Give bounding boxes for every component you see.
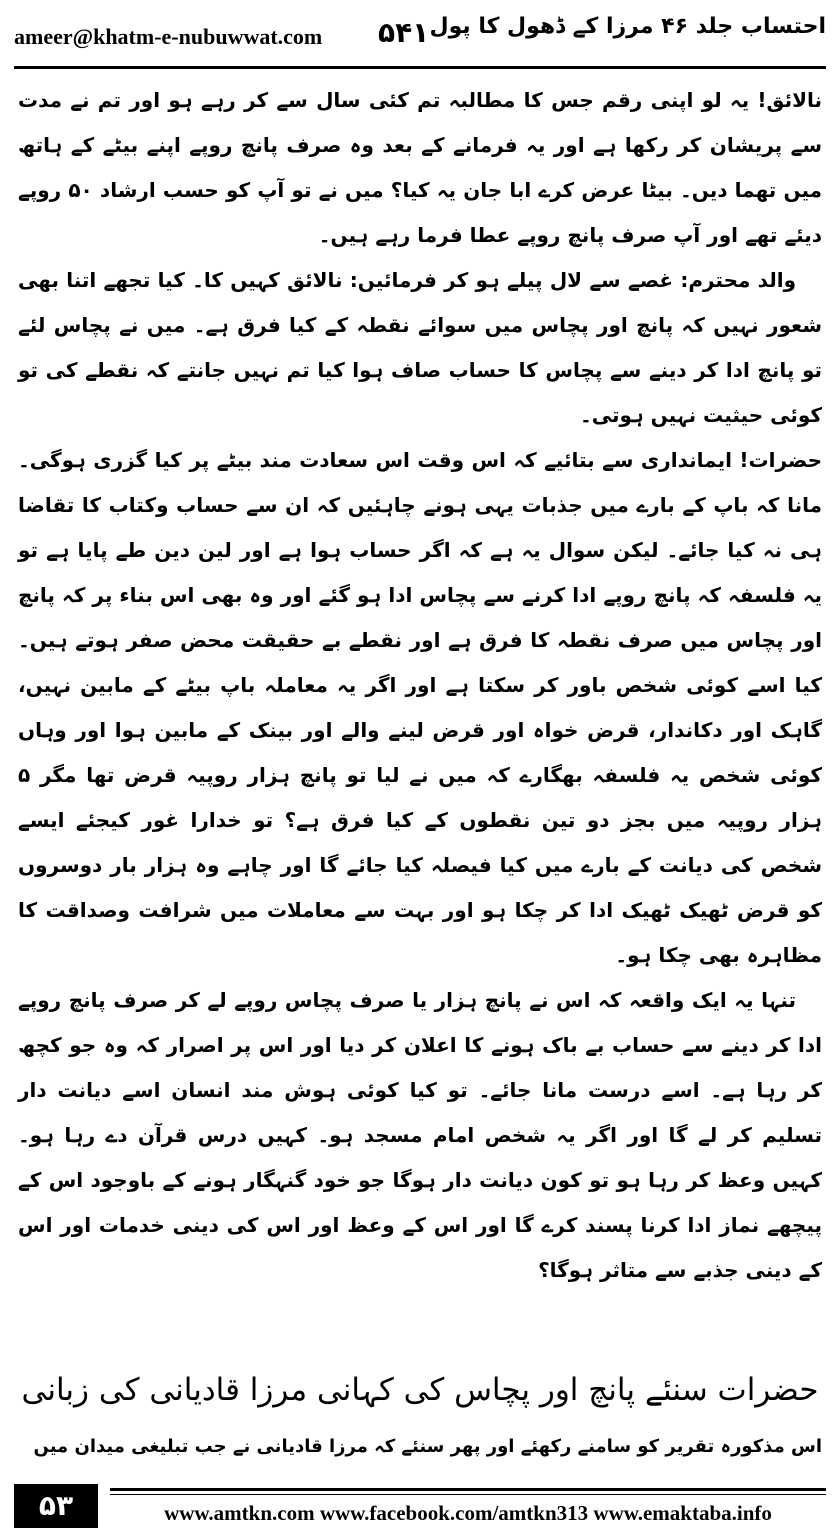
page-header [14,6,826,64]
header-title: احتساب جلد ۴۶ مرزا کے ڈھول کا پول [429,14,826,39]
header-email: ameer@khatm-e-nubuwwat.com [14,24,323,49]
paragraph-3: حضرات! ایمانداری سے بتائیے کہ اس وقت اس سعادت مند بیٹے پر کیا گزری ہوگی۔ مانا کہ باپ کے بارے میں جذبات یہی ہونے چاہئیں کہ ان سے حساب وکتاب کا تقاضا ہی نہ کیا جائے۔ لیکن سوال یہ ہے کہ اگر حساب ہوا ہے اور لین دین طے پایا ہے تو یہ فلسفہ کہ پانچ روپے ادا کرنے سے پچاس ادا ہو گئے اور وہ بھی اس بناء پر کہ پانچ اور پچاس میں صرف نقطہ کا فرق ہے اور نقطے بے حقیقت محض صفر ہوتے ہیں۔ کیا اسے کوئی شخص باور کر سکتا ہے اور اگر یہ معاملہ باپ بیٹے کے مابین نہیں، گاہک اور دکاندار، قرض خواہ اور قرض لینے والے اور بینک کے مابین ہوا اور وہاں کوئی شخص یہ فلسفہ بھگارے کہ میں نے لیا تو پانچ ہزار روپیہ قرض تھا مگر ۵ ہزار روپیہ میں بجز دو تین نقطوں کے کیا فرق ہے؟ تو خدارا غور کیجئے ایسے شخص کی دیانت کے بارے میں کیا فیصلہ کیا جائے گا اور چاہے وہ ہزار بار دوسروں کو قرض ٹھیک ٹھیک ادا کر چکا ہو اور بہت سے معاملات میں شرافت وصداقت کا مظاہرہ بھی چکا ہو۔ [18,448,822,967]
paragraph-2: والد محترم: غصے سے لال پیلے ہو کر فرمائیں: نالائق کہیں کا۔ کیا تجھے اتنا بھی شعور نہیں کہ پانچ اور پچاس میں سوائے نقطہ کے کیا فرق ہے۔ میں نے پچاس لئے تو پانچ ادا کر دینے سے پچاس کا حساب صاف ہوا کیا تم نہیں جانتے کہ نقطے کی تو کوئی حیثیت نہیں ہوتی۔ [18,268,822,427]
paragraph-4: تنہا یہ ایک واقعہ کہ اس نے پانچ ہزار یا صرف پچاس روپے لے کر صرف پانچ روپے ادا کر دینے سے حساب بے باک ہونے کا اعلان کر دیا اور اس پر اصرار کہ وہ جو کچھ کر رہا ہے۔ اسے درست مانا جائے۔ تو کیا کوئی ہوش مند انسان اسے دیانت دار تسلیم کر لے گا اور اگر یہ شخص امام مسجد ہو۔ کہیں درس قرآن دے رہا ہو۔ کہیں وعظ کر رہا ہو تو کون دیانت دار ہوگا جو خود گنہگار ہونے کے باوجود اس کے پیچھے نماز ادا کرنا پسند کرے گا اور اس کے وعظ اور اس کی دینی خدمات اور اس کے دینی جذبے سے متاثر ہوگا؟ [18,988,822,1282]
paragraph-1: نالائق! یہ لو اپنی رقم جس کا مطالبہ تم کئی سال سے کر رہے ہو اور تم نے مدت سے پریشان کر رکھا ہے اور یہ فرمانے کے بعد وہ صرف پانچ روپے اپنے بیٹے کے ہاتھ میں تھما دیں۔ بیٹا عرض کرے ابا جان یہ کیا؟ میں نے تو آپ کو حسب ارشاد ۵۰ روپے دیئے تھے اور آپ صرف پانچ روپے عطا فرما رہے ہیں۔ [18,88,822,247]
footer-rule-thin [110,1494,826,1495]
closing-line: اس مذکورہ تقریر کو سامنے رکھئے اور پھر سنئے کہ مرزا قادیانی نے جب تبلیغی میدان میں [33,1436,822,1457]
footer-links: www.amtkn.com www.facebook.com/amtkn313 www.emaktaba.info [164,1501,772,1525]
footer-rule [110,1488,826,1491]
header-rule [14,66,826,69]
body-text [18,78,822,1293]
page-footer [14,1484,826,1534]
footer-page-number: ۵۳ [14,1484,98,1528]
section-heading: حضرات سنئے پانچ اور پچاس کی کہانی مرزا قادیانی کی زبانی [21,1372,819,1408]
header-page-number: ۵۴۱ [378,16,430,49]
